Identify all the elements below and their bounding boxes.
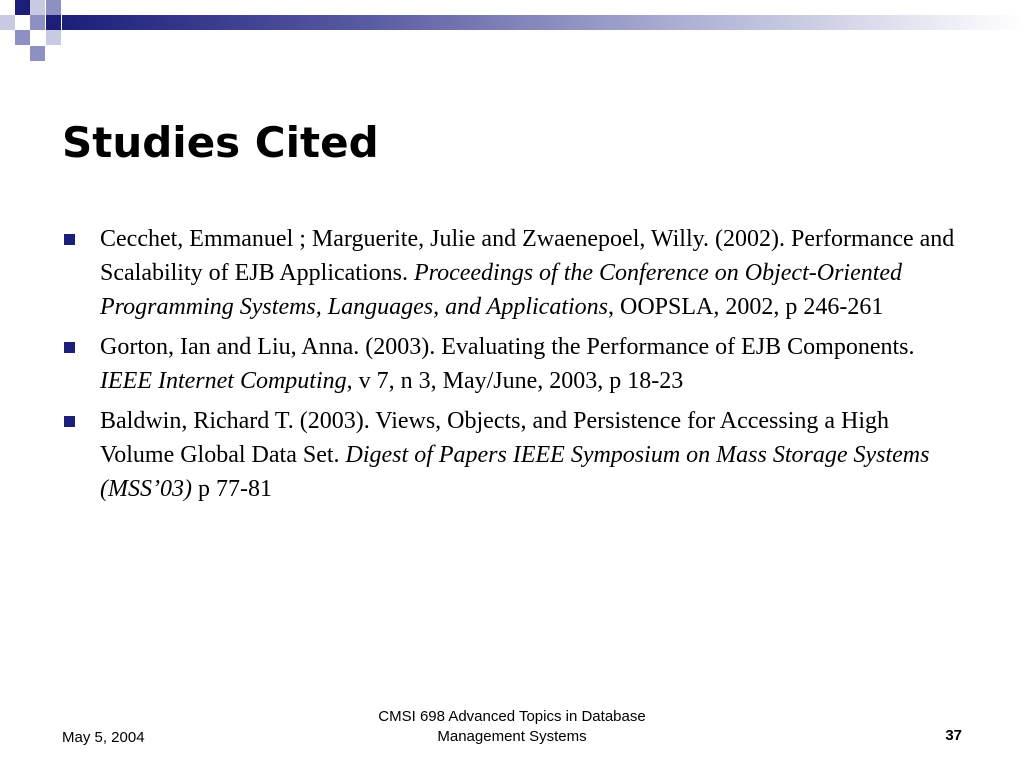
reference-publication: Digest of Papers IEEE Symposium on Mass Storage Systems (MSS’03) xyxy=(100,442,930,502)
reference-text: , v 7, n 3, May/June, 2003, p 18-23 xyxy=(346,368,684,394)
deco-square xyxy=(46,0,61,15)
header-gradient-bar xyxy=(62,15,1024,30)
deco-square xyxy=(46,15,61,30)
reference-text: p 77-81 xyxy=(191,476,272,502)
reference-publication: IEEE Internet Computing xyxy=(100,368,347,394)
reference-list xyxy=(62,222,962,512)
reference-text: Baldwin, Richard T. (2003). Views, Objects, and Persistence for Accessing a High Volume Global Data Set. xyxy=(100,408,890,468)
reference-item xyxy=(62,330,962,398)
deco-square xyxy=(15,0,30,15)
square-bullet-icon xyxy=(64,416,75,427)
deco-square xyxy=(15,30,30,45)
footer-course-title xyxy=(340,707,684,747)
page-number: 37 xyxy=(945,727,962,744)
slide-title: Studies Cited xyxy=(62,118,379,167)
reference-text: Cecchet, Emmanuel ; Marguerite, Julie and Zwaenepoel, Willy. (2002). Performance and Scalability of EJB Applications. xyxy=(100,226,955,286)
footer-course-line: Management Systems xyxy=(437,728,587,745)
reference-item xyxy=(62,404,962,506)
deco-square xyxy=(46,30,61,45)
header-decoration xyxy=(0,0,1024,70)
deco-square xyxy=(30,15,45,30)
footer-date: May 5, 2004 xyxy=(62,729,145,746)
deco-square xyxy=(0,15,15,30)
reference-text: Gorton, Ian and Liu, Anna. (2003). Evaluating the Performance of EJB Components. xyxy=(100,334,915,360)
reference-publication: Proceedings of the Conference on Object-Oriented Programming Systems, Languages, and Applications xyxy=(100,260,903,320)
square-bullet-icon xyxy=(64,234,75,245)
reference-item xyxy=(62,222,962,324)
footer-course-line: CMSI 698 Advanced Topics in Database xyxy=(378,708,646,725)
square-bullet-icon xyxy=(64,342,75,353)
reference-text: , OOPSLA, 2002, p 246-261 xyxy=(608,294,884,320)
deco-square xyxy=(30,0,45,15)
deco-square xyxy=(30,46,45,61)
